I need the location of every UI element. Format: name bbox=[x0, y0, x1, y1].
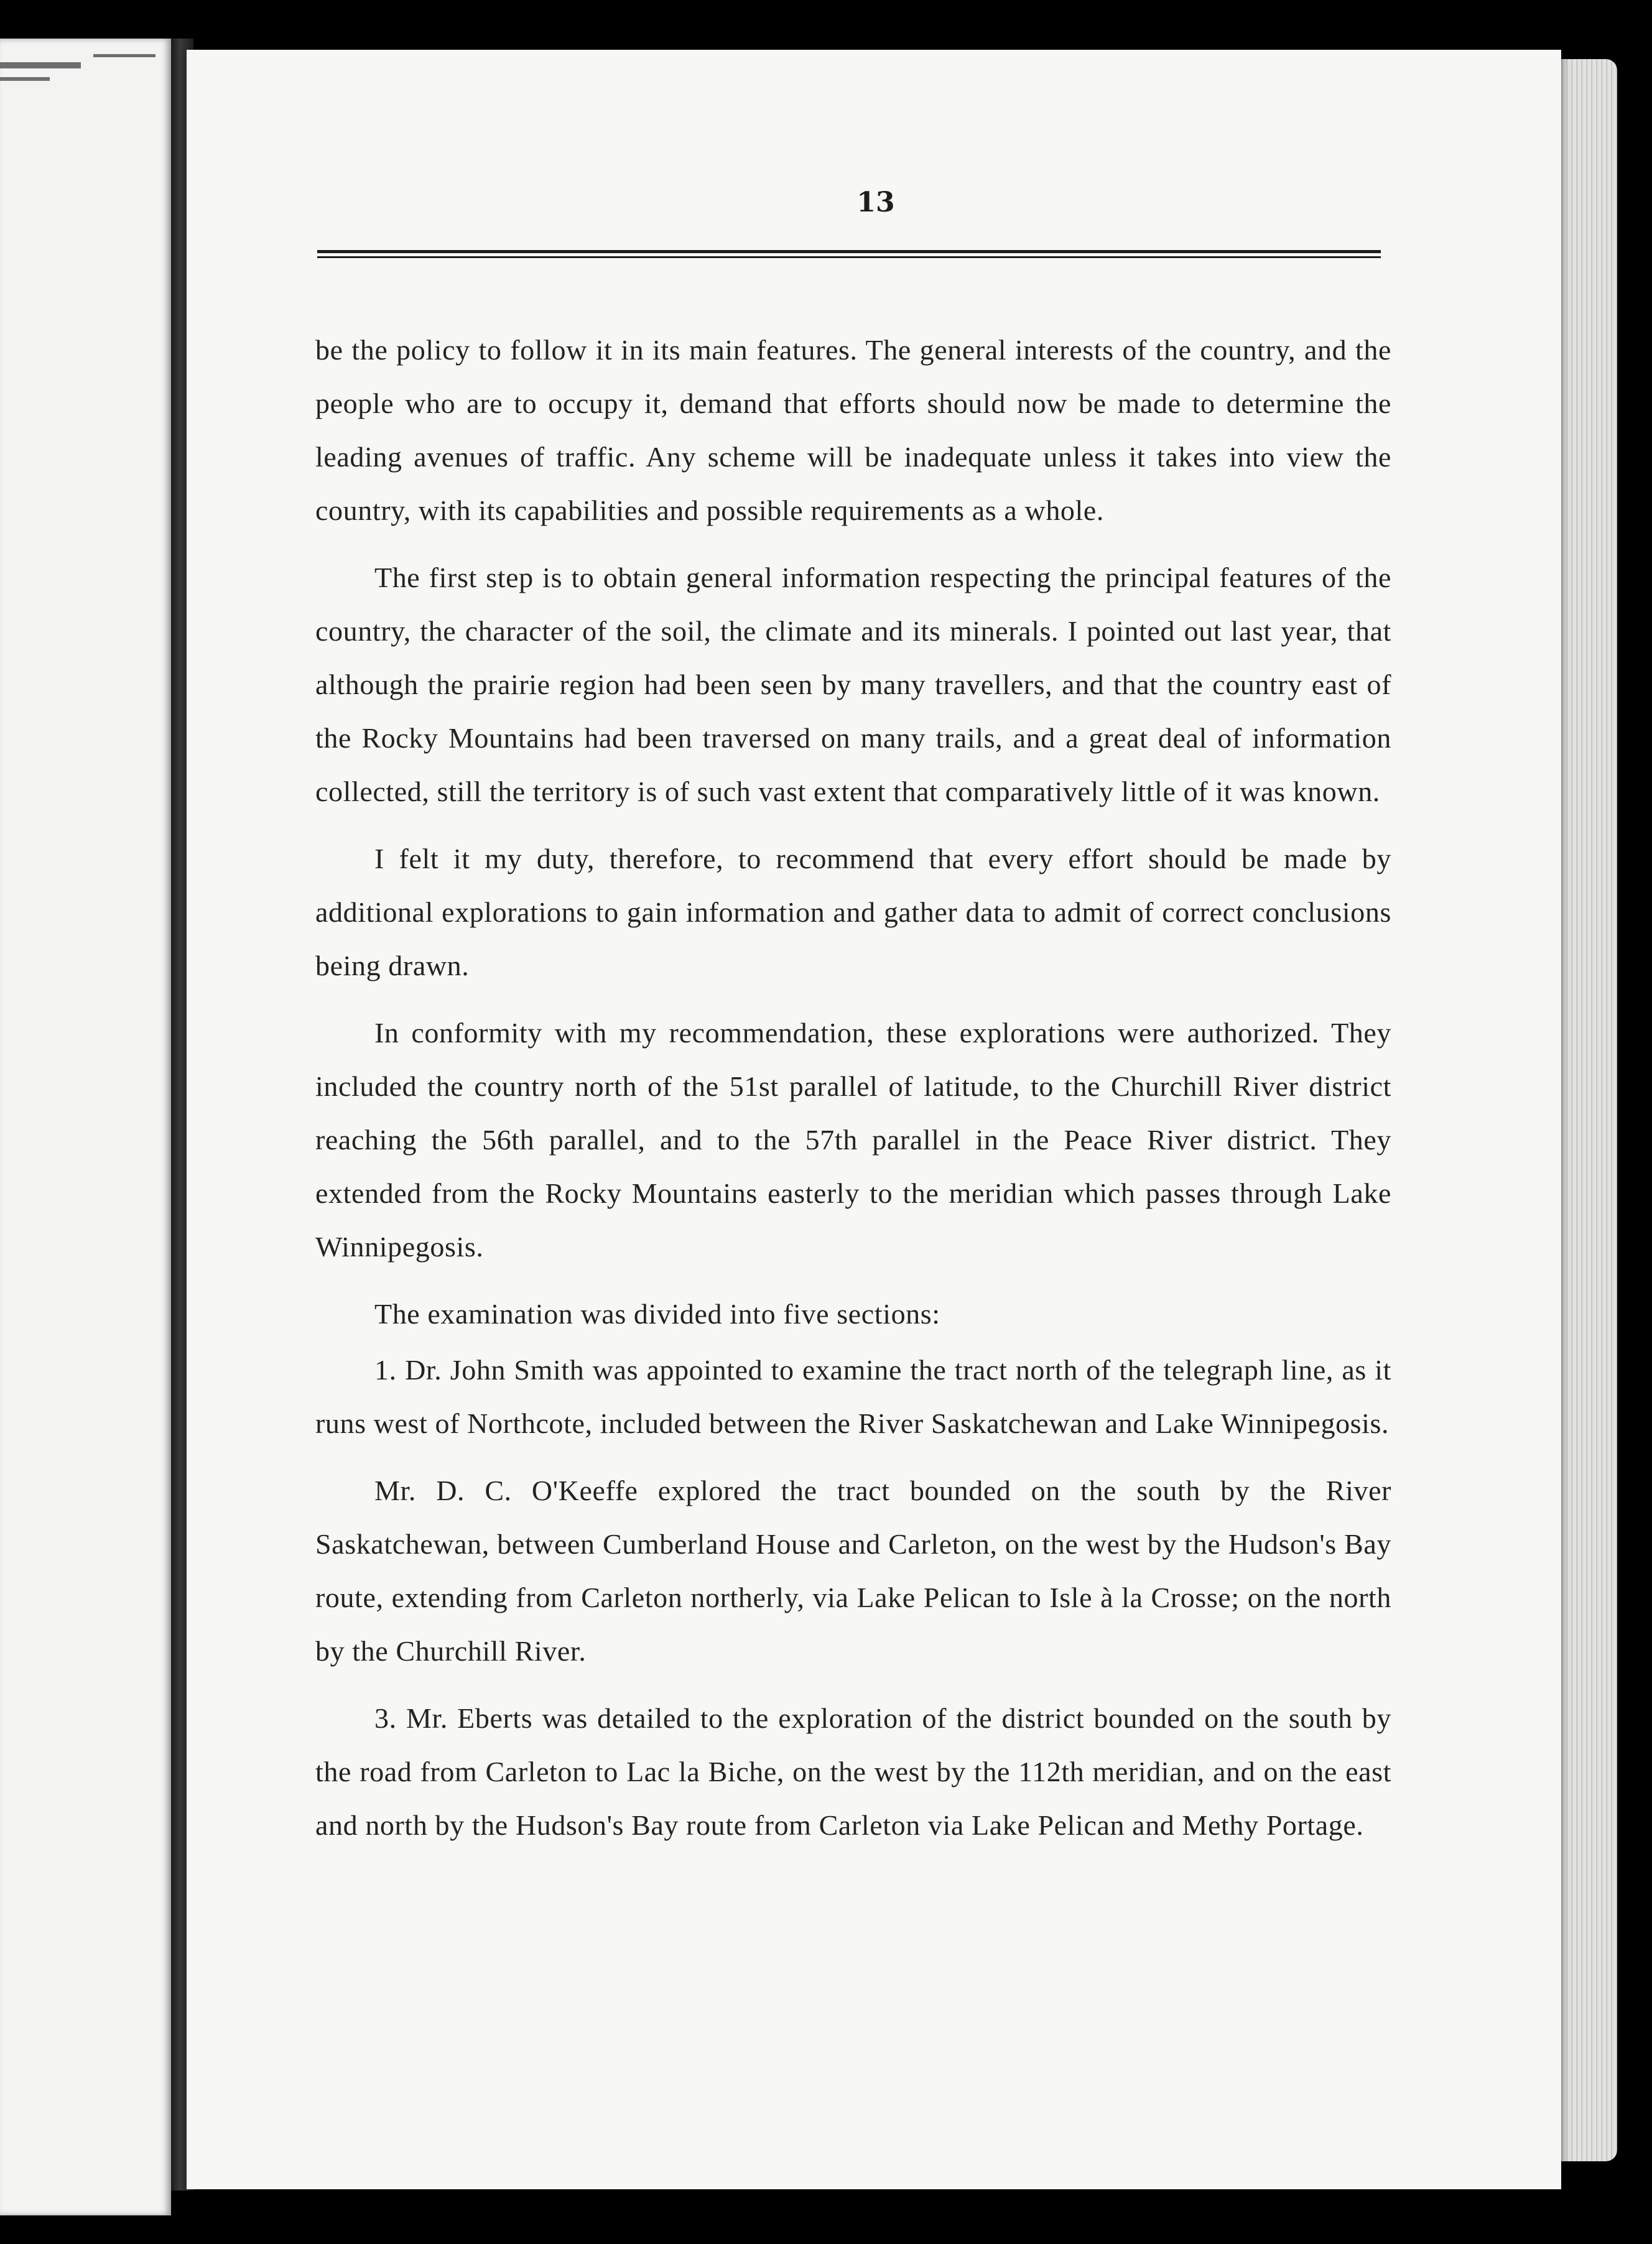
header-rule-line bbox=[317, 250, 1381, 253]
paragraph: I felt it my duty, therefore, to recommend that every effort should be made by additional explorations to gain information and gather data to admit of correct conclusions being drawn. bbox=[315, 843, 1391, 981]
facing-left-page bbox=[0, 39, 171, 2215]
header-rule-line bbox=[317, 256, 1381, 258]
left-page-edge-mark bbox=[0, 77, 50, 81]
paragraph: The examination was divided into five sections: bbox=[374, 1298, 940, 1330]
body-text bbox=[315, 323, 1391, 1855]
list-item: Mr. D. C. O'Keeffe explored the tract bounded on the south by the River Saskatchewan, between Cumberland House and Carleton, on the west by the Hudson's Bay route, extending from Carleton northerly, via Lake Pelican to Isle à la Crosse; on the north by the Churchill River. bbox=[315, 1475, 1391, 1667]
list-item: 1. Dr. John Smith was appointed to examine the tract north of the telegraph line, as it runs west of Northcote, included between the River Saskatchewan and Lake Winnipegosis. bbox=[315, 1354, 1391, 1439]
paragraph: be the policy to follow it in its main features. The general interests of the country, and the people who are to occupy it, demand that efforts should now be made to determine the leading avenues of traffic. Any scheme will be inadequate unless it takes into view the country, with its capabilities and possible requirements as a whole. bbox=[315, 334, 1391, 526]
left-page-edge-mark bbox=[0, 62, 81, 68]
page-number: 13 bbox=[856, 187, 895, 218]
header-double-rule bbox=[317, 250, 1381, 261]
paragraph: In conformity with my recommendation, these explorations were authorized. They included the country north of the 51st parallel of latitude, to the Churchill River district reaching the 56th parallel, and to the 57th parallel in the Peace River district. They extended from the Rocky Mountains easterly to the meridian which passes through Lake Winnipegosis. bbox=[315, 1017, 1391, 1263]
list-item: 3. Mr. Eberts was detailed to the exploration of the district bounded on the south by the road from Carleton to Lac la Biche, on the west by the 112th meridian, and on the east and north by the Hudson's Bay route from Carleton via Lake Pelican and Methy Portage. bbox=[315, 1702, 1391, 1841]
left-page-edge-mark bbox=[93, 54, 155, 57]
paragraph: The first step is to obtain general information respecting the principal features of the country, the character of the soil, the climate and its minerals. I pointed out last year, that although the prairie region had been seen by many travellers, and that the country east of the Rocky Mountains had been traversed on many trails, and a great deal of information collected, still the territory is of such vast extent that comparatively little of it was known. bbox=[315, 562, 1391, 807]
book-page bbox=[187, 50, 1561, 2189]
